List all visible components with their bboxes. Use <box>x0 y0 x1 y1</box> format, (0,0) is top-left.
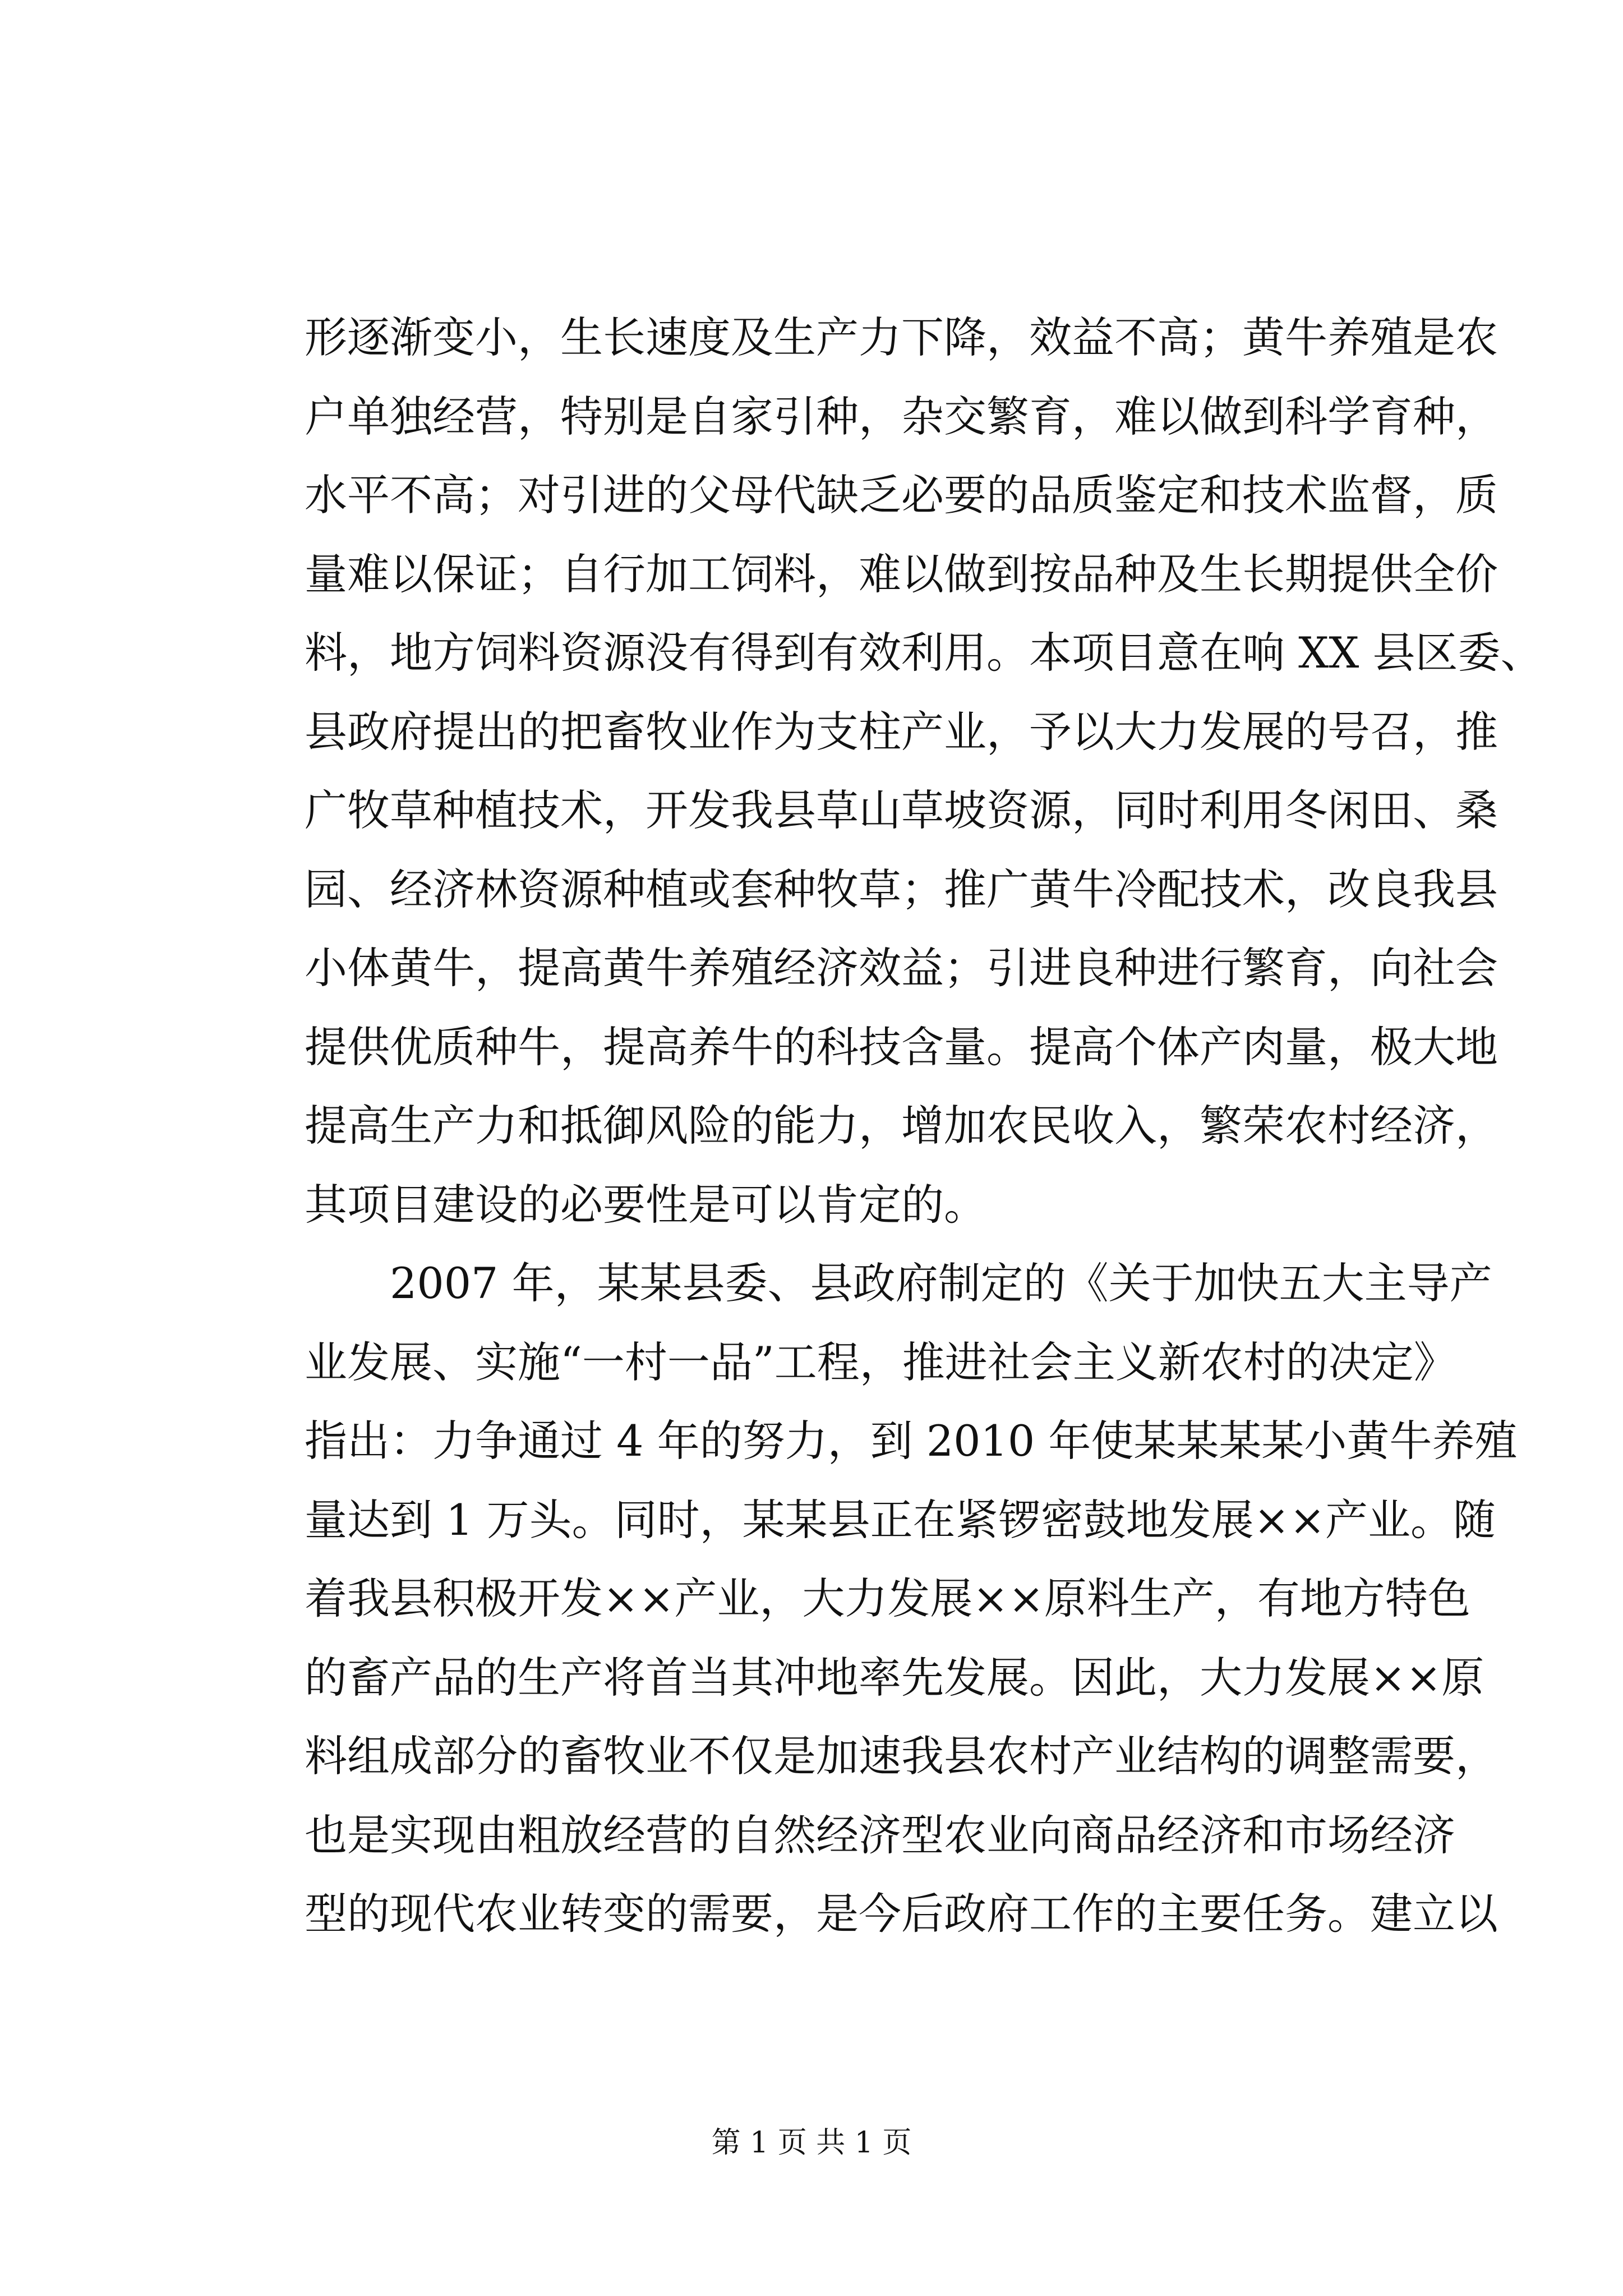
text-line: 水平不高；对引进的父母代缺乏必要的品质鉴定和技术监督，质 <box>305 470 1498 520</box>
text-line: 县政府提出的把畜牧业作为支柱产业，予以大力发展的号召，推 <box>305 706 1498 757</box>
text-line: 提高生产力和抵御风险的能力，增加农民收入，繁荣农村经济， <box>305 1101 1498 1151</box>
text-line: 的畜产品的生产将首当其冲地率先发展。因此，大力发展××原 <box>305 1652 1484 1703</box>
text-line: 也是实现由粗放经营的自然经济型农业向商品经济和市场经济 <box>305 1810 1455 1860</box>
text-line: 形逐渐变小，生长速度及生产力下降，效益不高；黄牛养殖是农 <box>305 312 1498 362</box>
text-line: 量达到 1 万头。同时，某某县正在紧锣密鼓地发展××产业。随 <box>305 1494 1496 1545</box>
paragraph-2 <box>305 1244 1518 1954</box>
text-line: 量难以保证；自行加工饲料，难以做到按品种及生长期提供全价 <box>305 549 1498 599</box>
text-line: 着我县积极开发××产业，大力发展××原料生产，有地方特色 <box>305 1573 1470 1623</box>
paragraph-1 <box>305 298 1543 1244</box>
page-footer: 第 1 页 共 1 页 <box>711 2126 912 2160</box>
text-line: 型的现代农业转变的需要，是今后政府工作的主要任务。建立以 <box>305 1889 1498 1939</box>
text-line: 小体黄牛，提高黄牛养殖经济效益；引进良种进行繁育，向社会 <box>305 943 1498 993</box>
text-line: 其项目建设的必要性是可以肯定的。 <box>305 1179 986 1230</box>
text-line: 业发展、实施“一村一品”工程，推进社会主义新农村的决定》 <box>305 1337 1456 1387</box>
text-line: 料，地方饲料资源没有得到有效利用。本项目意在响 XX 县区委、 <box>305 628 1543 678</box>
text-line: 料组成部分的畜牧业不仅是加速我县农村产业结构的调整需要， <box>305 1731 1498 1781</box>
text-line: 园、经济林资源种植或套种牧草；推广黄牛冷配技术，改良我县 <box>305 864 1498 914</box>
text-line: 广牧草种植技术，开发我县草山草坡资源，同时利用冬闲田、桑 <box>305 785 1498 835</box>
text-line: 2007 年，某某县委、县政府制定的《关于加快五大主导产 <box>390 1258 1492 1308</box>
document-body <box>305 298 1543 1954</box>
text-line: 指出：力争通过 4 年的努力，到 2010 年使某某某某小黄牛养殖 <box>305 1416 1518 1466</box>
text-line: 户单独经营，特别是自家引种，杂交繁育，难以做到科学育种， <box>305 391 1498 441</box>
text-line: 提供优质种牛，提高养牛的科技含量。提高个体产肉量，极大地 <box>305 1022 1498 1072</box>
